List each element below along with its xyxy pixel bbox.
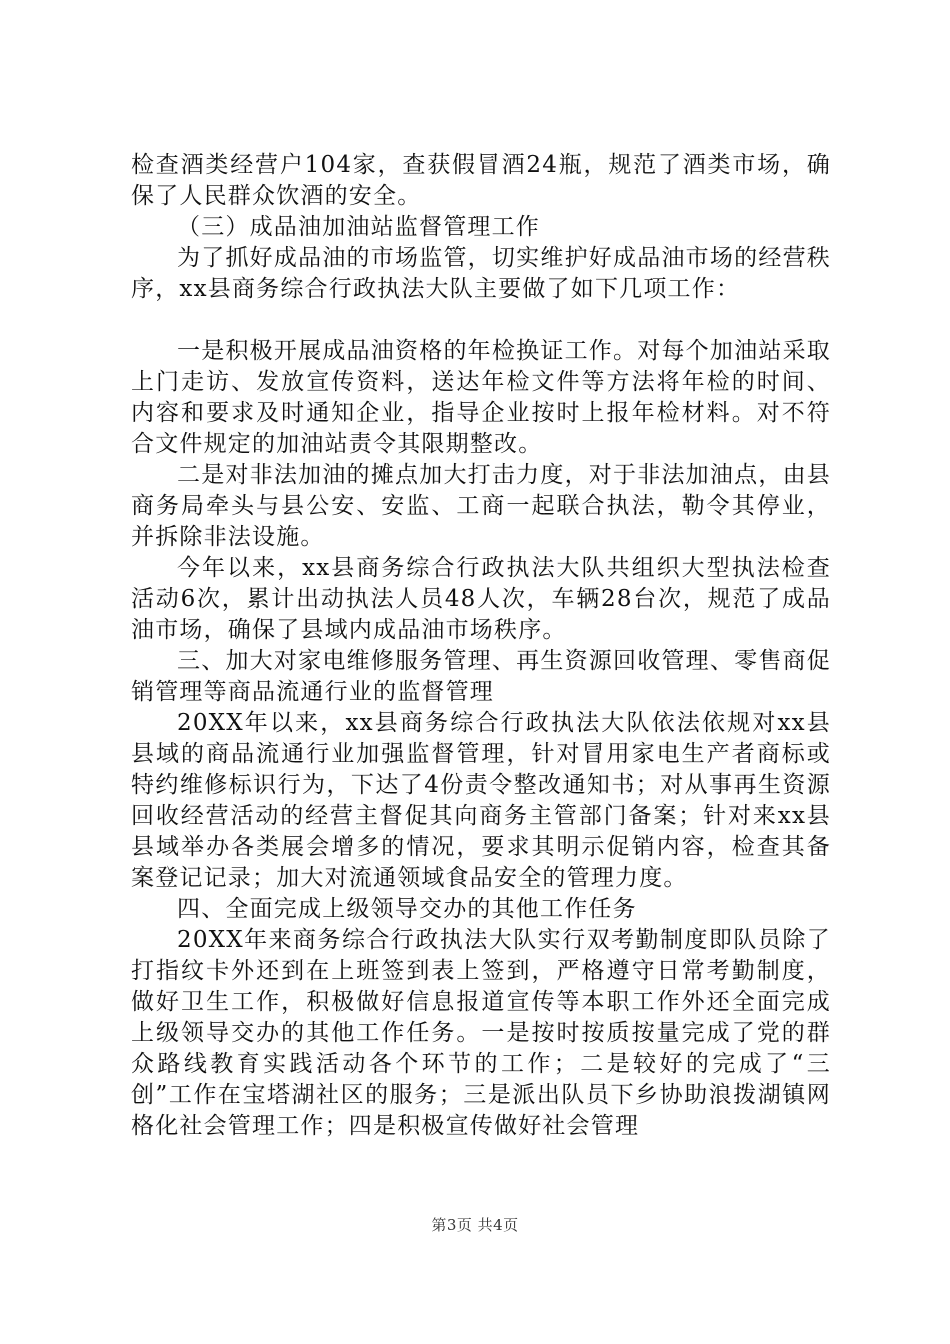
paragraph-3: 一是积极开展成品油资格的年检换证工作。对每个加油站采取上门走访、发放宣传资料，送达年检文件等方法将年检的时间、内容和要求及时通知企业，指导企业按时上报年检材料。对不符合文件规定的加油站责令其限期整改。: [131, 338, 831, 457]
paragraph-5: 今年以来，xx县商务综合行政执法大队共组织大型执法检查活动6次，累计出动执法人员48人次，车辆28台次，规范了成品油市场，确保了县域内成品油市场秩序。: [131, 555, 831, 643]
paragraph-4: 二是对非法加油的摊点加大打击力度，对于非法加油点，由县商务局牵头与县公安、安监、工商一起联合执法，勒令其停业，并拆除非法设施。: [131, 462, 831, 550]
paragraph-6: 20XX年以来，xx县商务综合行政执法大队依法依规对xx县县域的商品流通行业加强监督管理，针对冒用家电生产者商标或特约维修标识行为，下达了4份责令整改通知书；对从事再生资源回收经营活动的经营主督促其向商务主管部门备案；针对来xx县县域举办各类展会增多的情况，要求其明示促销内容，检查其备案登记记录；加大对流通领域食品安全的管理力度。: [131, 710, 831, 891]
paragraph-1: 检查酒类经营户104家，查获假冒酒24瓶，规范了酒类市场，确保了人民群众饮酒的安全。: [131, 152, 831, 209]
document-body: [131, 150, 831, 1142]
section-heading-four: 四、全面完成上级领导交办的其他工作任务: [177, 896, 637, 922]
page-number: 第3页 共4页: [431, 1216, 519, 1234]
page-footer: [0, 1214, 950, 1235]
paragraph-7: 20XX年来商务综合行政执法大队实行双考勤制度即队员除了打指纹卡外还到在上班签到表上签到，严格遵守日常考勤制度，做好卫生工作，积极做好信息报道宣传等本职工作外还全面完成上级领导交办的其他工作任务。一是按时按质按量完成了党的群众路线教育实践活动各个环节的工作；二是较好的完成了“三创”工作在宝塔湖社区的服务；三是派出队员下乡协助浪拨湖镇网格化社会管理工作；四是积极宣传做好社会管理: [131, 927, 831, 1139]
paragraph-2: 为了抓好成品油的市场监管，切实维护好成品油市场的经营秩序，xx县商务综合行政执法大队主要做了如下几项工作：: [131, 245, 831, 302]
section-heading-three: 三、加大对家电维修服务管理、再生资源回收管理、零售商促销管理等商品流通行业的监督管理: [131, 648, 831, 705]
section-heading-3: （三）成品油加油站监督管理工作: [177, 214, 540, 240]
